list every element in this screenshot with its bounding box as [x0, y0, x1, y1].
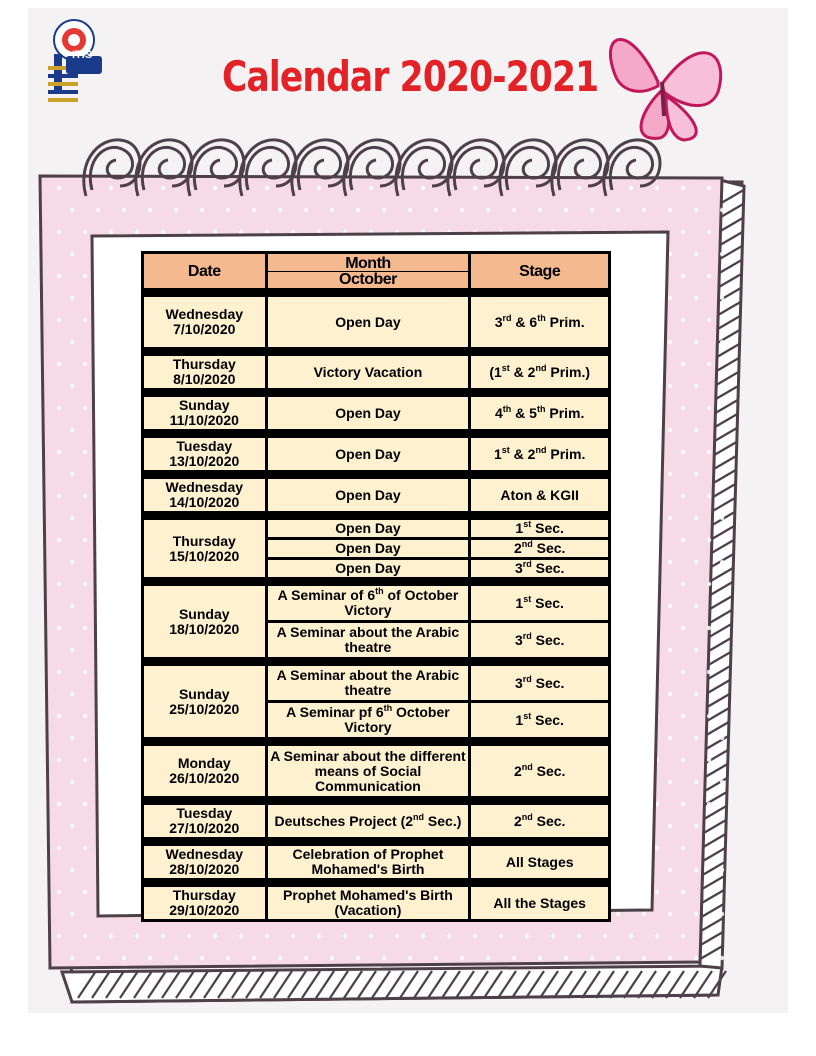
table-row — [143, 845, 610, 880]
date-value: 18/10/2020 — [169, 620, 240, 637]
date-value: 29/10/2020 — [169, 902, 240, 918]
table-row — [143, 355, 610, 390]
event-cell: A Seminar pf 6th October Victory — [266, 702, 470, 739]
event-cell: A Seminar about the Arabic theatre — [266, 622, 470, 659]
table-row — [143, 804, 610, 839]
date-value: 27/10/2020 — [169, 820, 240, 836]
butterfly-icon — [600, 12, 730, 152]
weekday: Sunday — [178, 605, 230, 622]
month-value: October — [339, 270, 397, 288]
event-cell: Open Day — [266, 296, 470, 349]
table-row — [143, 886, 610, 921]
weekday: Wednesday — [165, 479, 244, 495]
event-cell: Open Day — [266, 539, 470, 559]
weekday: Sunday — [178, 685, 230, 702]
stage-cell: 2nd Sec. — [470, 804, 610, 839]
date-value: 15/10/2020 — [169, 547, 240, 564]
date-value: 14/10/2020 — [169, 494, 240, 510]
weekday: Thursday — [172, 532, 236, 549]
date-value: 26/10/2020 — [169, 770, 240, 786]
stage-cell: (1st & 2nd Prim.) — [470, 355, 610, 390]
table-row — [143, 478, 610, 513]
date-cell — [143, 665, 267, 739]
event-cell: A Seminar of 6th of October Victory — [266, 585, 470, 622]
column-header-month — [266, 253, 470, 290]
stage-cell: 1st Sec. — [470, 519, 610, 539]
date-cell — [143, 437, 267, 472]
stage-cell: 1st Sec. — [470, 585, 610, 622]
event-cell: Open Day — [266, 559, 470, 579]
month-label: Month — [268, 256, 469, 272]
event-cell: Open Day — [266, 396, 470, 431]
stage-cell: Aton & KGII — [470, 478, 610, 513]
stage-cell: 2nd Sec. — [470, 539, 610, 559]
stage-cell: 3rd Sec. — [470, 665, 610, 702]
event-cell: Celebration of Prophet Mohamed's Birth — [266, 845, 470, 880]
date-value: 13/10/2020 — [169, 453, 240, 469]
header-row — [143, 253, 610, 290]
table-row — [143, 437, 610, 472]
date-value: 11/10/2020 — [169, 412, 239, 428]
date-cell — [143, 804, 267, 839]
event-cell: A Seminar about the different means of Social Communication — [266, 745, 470, 798]
stage-cell: 3rd Sec. — [470, 622, 610, 659]
weekday: Thursday — [172, 356, 236, 372]
table-row — [143, 296, 610, 349]
logo-text: ITIS — [72, 49, 93, 61]
date-value: 28/10/2020 — [169, 861, 240, 877]
weekday: Thursday — [172, 887, 236, 903]
stage-cell: 2nd Sec. — [470, 745, 610, 798]
date-value: 8/10/2020 — [173, 371, 236, 387]
date-value: 7/10/2020 — [173, 321, 236, 337]
date-cell — [143, 745, 267, 798]
date-cell — [143, 585, 267, 659]
column-header-stage: Stage — [470, 253, 610, 290]
calendar-table — [141, 251, 611, 922]
event-cell: Open Day — [266, 478, 470, 513]
date-cell — [143, 886, 267, 921]
stage-cell: 1st Sec. — [470, 702, 610, 739]
weekday: Tuesday — [176, 438, 233, 454]
date-cell — [143, 478, 267, 513]
date-cell — [143, 519, 267, 579]
stage-cell: All Stages — [470, 845, 610, 880]
date-cell — [143, 355, 267, 390]
event-cell: Victory Vacation — [266, 355, 470, 390]
weekday: Monday — [177, 755, 231, 771]
event-cell: Deutsches Project (2nd Sec.) — [266, 804, 470, 839]
date-value: 25/10/2020 — [169, 700, 240, 717]
stage-cell: All the Stages — [470, 886, 610, 921]
event-cell: Open Day — [266, 519, 470, 539]
stage-cell: 4th & 5th Prim. — [470, 396, 610, 431]
table-row — [143, 396, 610, 431]
event-cell: Open Day — [266, 437, 470, 472]
weekday: Wednesday — [165, 306, 244, 322]
table-row — [143, 585, 610, 622]
stage-cell: 1st & 2nd Prim. — [470, 437, 610, 472]
stage-cell: 3rd & 6th Prim. — [470, 296, 610, 349]
date-cell — [143, 396, 267, 431]
weekday: Wednesday — [165, 846, 244, 862]
weekday: Sunday — [178, 397, 230, 413]
school-logo — [40, 16, 110, 108]
date-cell — [143, 845, 267, 880]
stage-cell: 3rd Sec. — [470, 559, 610, 579]
event-cell: Prophet Mohamed's Birth (Vacation) — [266, 886, 470, 921]
table-row — [143, 665, 610, 702]
table-row — [143, 519, 610, 539]
event-cell: A Seminar about the Arabic theatre — [266, 665, 470, 702]
column-header-date: Date — [143, 253, 267, 290]
weekday: Tuesday — [176, 805, 233, 821]
page-title: Calendar 2020-2021 — [222, 52, 599, 101]
table-row — [143, 745, 610, 798]
date-cell — [143, 296, 267, 349]
